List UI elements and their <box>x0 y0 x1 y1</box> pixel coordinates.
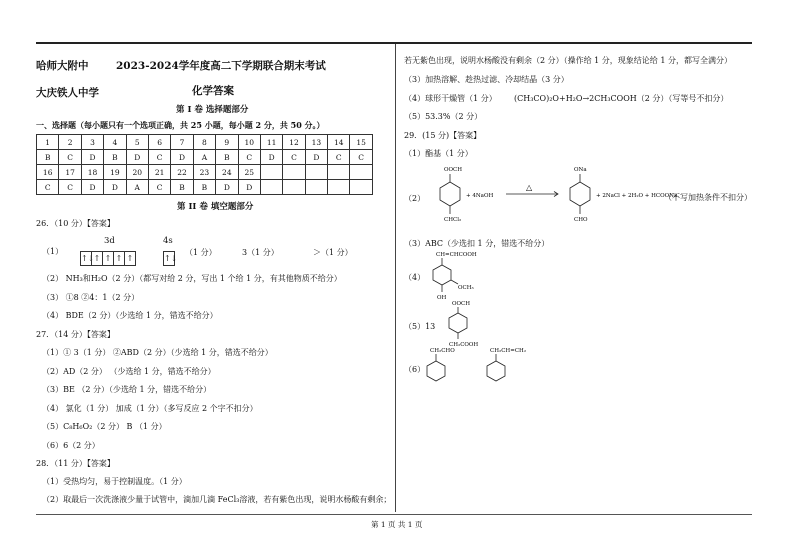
q27-heading: 27．（14 分）【答案】 <box>36 330 115 339</box>
answer-cell: 10 <box>238 135 260 150</box>
orbital-4s-box <box>163 246 178 266</box>
answer-cell: D <box>104 180 126 195</box>
answer-cell: C <box>59 150 81 165</box>
answer-cell: 7 <box>171 135 193 150</box>
q29-l2-note: （不写加热条件不扣分） <box>664 193 752 202</box>
top-rule <box>36 42 752 44</box>
product-ring <box>570 182 590 206</box>
answer-cell: D <box>238 180 260 195</box>
answer-cell: 8 <box>193 135 215 150</box>
q26-l1-num: （1） <box>42 247 64 256</box>
q28-l2: （2）取最后一次洗涤液少量于试管中，滴加几滴 FeCl₃溶液，若有紫色出现，说明水杨酸有剩余； <box>42 495 392 504</box>
answer-cell: 15 <box>350 135 372 150</box>
answer-cell: D <box>171 150 193 165</box>
q27-l3: （3）BE （2 分）（少选给 1 分，错选不给分） <box>42 385 212 394</box>
reactant-ring <box>440 182 460 206</box>
answer-cell: 12 <box>283 135 305 150</box>
answer-cell: B <box>171 180 193 195</box>
s5-bottom-group: CH₂COOH <box>449 342 479 348</box>
column-divider <box>395 44 396 512</box>
s4-oh-group: OH <box>437 295 447 301</box>
orbital-box: ↑ <box>91 251 103 266</box>
answer-cell: 5 <box>126 135 148 150</box>
s6a-ring <box>427 361 445 381</box>
answer-cell: C <box>350 150 372 165</box>
q26-l2: （2） NH₃和H₂O（2 分）（都写对给 2 分，写出 1 个给 1 分，有其他物质不给分） <box>42 274 342 283</box>
q27-l1: （1）① 3（1 分） ②ABD（2 分）（少选给 1 分，错选不给分） <box>42 348 273 357</box>
answer-cell: 21 <box>148 165 170 180</box>
answer-cell: B <box>37 150 59 165</box>
s4-och3-group: OCH₃ <box>458 285 474 291</box>
q26-l4: （4） BDE（2 分）（少选给 1 分，错选不给分） <box>42 311 218 320</box>
orbital-box: ↑↓ <box>163 251 175 266</box>
q26-heading: 26．（10 分）【答案】 <box>36 219 115 228</box>
answer-table-row <box>37 135 373 150</box>
q27-l5: （5）C₈H₆O₂（2 分） B （1 分） <box>42 422 167 431</box>
answer-cell: C <box>148 150 170 165</box>
structure-6 <box>420 344 560 390</box>
reagent: + 4NaOH <box>466 193 494 199</box>
answer-cell: 18 <box>81 165 103 180</box>
answer-cell: D <box>260 150 282 165</box>
s6a-top-group: CH₂CHO <box>430 348 455 354</box>
answer-cell: B <box>104 150 126 165</box>
structure-4 <box>424 248 504 304</box>
part1-heading: 第 I 卷 选择题部分 <box>176 105 249 115</box>
answer-cell: C <box>283 150 305 165</box>
q26-l1-b: 3（1 分） <box>242 248 279 257</box>
answer-cell <box>305 165 327 180</box>
structure-5 <box>440 298 500 350</box>
answer-cell: 3 <box>81 135 103 150</box>
answer-cell: 6 <box>148 135 170 150</box>
answer-cell: D <box>126 150 148 165</box>
answer-cell: C <box>238 150 260 165</box>
q29-l4-num: （4） <box>404 273 426 282</box>
q28-l4b: (CH₃CO)₂O+H₂O→2CH₃COOH（2 分）（写等号不扣分） <box>514 94 729 103</box>
q29-l3: （3）ABC（少选扣 1 分，错选不给分） <box>404 239 550 248</box>
q26-l1-c: ＞（1 分） <box>313 248 353 257</box>
answer-table-row <box>37 180 373 195</box>
answer-cell: 25 <box>238 165 260 180</box>
answer-cell <box>260 180 282 195</box>
heat-symbol: △ <box>526 183 533 192</box>
answer-cell <box>328 165 350 180</box>
answer-cell: 22 <box>171 165 193 180</box>
exam-title: 2023-2024学年度高二下学期联合期末考试 <box>116 60 326 72</box>
answer-cell: 24 <box>216 165 238 180</box>
orbital-box: ↑↓ <box>80 251 92 266</box>
q28-l5: （5）53.3%（2 分） <box>404 112 483 121</box>
answer-cell: 16 <box>37 165 59 180</box>
answer-cell <box>283 180 305 195</box>
q28-heading: 28．（11 分）【答案】 <box>36 459 115 468</box>
orbital-3d-label: 3d <box>104 236 115 246</box>
q29-l5-num: （5）13 <box>404 322 436 331</box>
answer-cell: 1 <box>37 135 59 150</box>
answer-cell: D <box>81 150 103 165</box>
doc-title: 化学答案 <box>192 85 234 97</box>
answer-cell: 11 <box>260 135 282 150</box>
s4-ring <box>433 265 451 285</box>
answer-cell: 17 <box>59 165 81 180</box>
q27-l6: （6）6（2 分） <box>42 441 100 450</box>
s5-top-group: OOCH <box>452 301 471 307</box>
answer-cell: 23 <box>193 165 215 180</box>
q26-l3: （3） ①8 ②4：1（2 分） <box>42 293 140 302</box>
s6b-ring <box>487 361 505 381</box>
q29-heading: 29．(15 分)【答案】 <box>404 131 482 140</box>
q29-l1: （1）酯基（1 分） <box>404 149 473 158</box>
q27-l4: （4） 氯化（1 分） 加成（1 分）（多写反应 2 个字不扣分） <box>42 404 258 413</box>
answer-cell: 19 <box>104 165 126 180</box>
side-products: + 2NaCl + 2H₂O + HCOONa <box>596 193 678 199</box>
orbital-box: ↑ <box>124 251 136 266</box>
answer-cell: C <box>328 150 350 165</box>
q29-l6-num: （6） <box>404 365 426 374</box>
answer-cell <box>305 180 327 195</box>
answer-cell <box>283 165 305 180</box>
q26-l1-points: （1 分） <box>185 248 217 257</box>
reactant-bottom-group: CHCl₂ <box>444 217 462 223</box>
s4-top-group: CH=CHCOOH <box>436 252 477 258</box>
q28-l2-continued: 若无紫色出现，说明水杨酸没有剩余（2 分）（操作给 1 分，现象结论给 1 分，都写全满分） <box>404 56 732 65</box>
answer-cell: 13 <box>305 135 327 150</box>
answer-cell: D <box>81 180 103 195</box>
answer-cell: 4 <box>104 135 126 150</box>
s6b-top-group: CH₂CH=CH₂ <box>490 348 527 354</box>
answer-cell: D <box>305 150 327 165</box>
answer-cell: D <box>216 180 238 195</box>
orbital-box: ↑ <box>113 251 125 266</box>
q28-l4a: （4）球形干燥管（1 分） <box>404 94 497 103</box>
bottom-rule <box>36 514 752 515</box>
reactant-top-group: OOCH <box>444 167 463 173</box>
answer-cell: C <box>148 180 170 195</box>
part1-instruction: 一、选择题（每小题只有一个选项正确，共 25 小题，每小题 2 分，共 50 分。） <box>36 120 325 130</box>
answer-cell: C <box>59 180 81 195</box>
answer-cell: C <box>37 180 59 195</box>
answer-cell: 2 <box>59 135 81 150</box>
q27-l2: （2）AD（2 分） （少选给 1 分，错选不给分） <box>42 367 216 376</box>
answer-table-row <box>37 165 373 180</box>
q28-l3: （3）加热溶解、趁热过滤、冷却结晶（3 分） <box>404 75 569 84</box>
q28-l1: （1）受热均匀，易于控制温度。（1 分） <box>42 477 187 486</box>
page-footer: 第 1 页 共 1 页 <box>371 520 423 529</box>
orbital-box: ↑ <box>102 251 114 266</box>
part2-heading: 第 II 卷 填空题部分 <box>177 202 254 212</box>
answer-table <box>36 134 373 195</box>
answer-cell <box>328 180 350 195</box>
q29-l2-num: （2） <box>404 194 426 203</box>
answer-cell: B <box>193 180 215 195</box>
answer-cell: 14 <box>328 135 350 150</box>
orbital-4s-label: 4s <box>163 236 173 246</box>
answer-cell: A <box>193 150 215 165</box>
orbital-3d-boxes <box>80 246 135 266</box>
product-bottom-group: CHO <box>574 217 588 223</box>
answer-table-row <box>37 150 373 165</box>
s5-ring <box>449 313 467 333</box>
answer-cell: 9 <box>216 135 238 150</box>
school-name-2: 大庆铁人中学 <box>36 87 99 99</box>
school-name-1: 哈师大附中 <box>36 60 89 72</box>
answer-cell: B <box>216 150 238 165</box>
product-top-group: ONa <box>574 167 587 173</box>
answer-cell <box>350 180 372 195</box>
answer-cell: A <box>126 180 148 195</box>
answer-cell <box>260 165 282 180</box>
answer-cell: 20 <box>126 165 148 180</box>
answer-cell <box>350 165 372 180</box>
